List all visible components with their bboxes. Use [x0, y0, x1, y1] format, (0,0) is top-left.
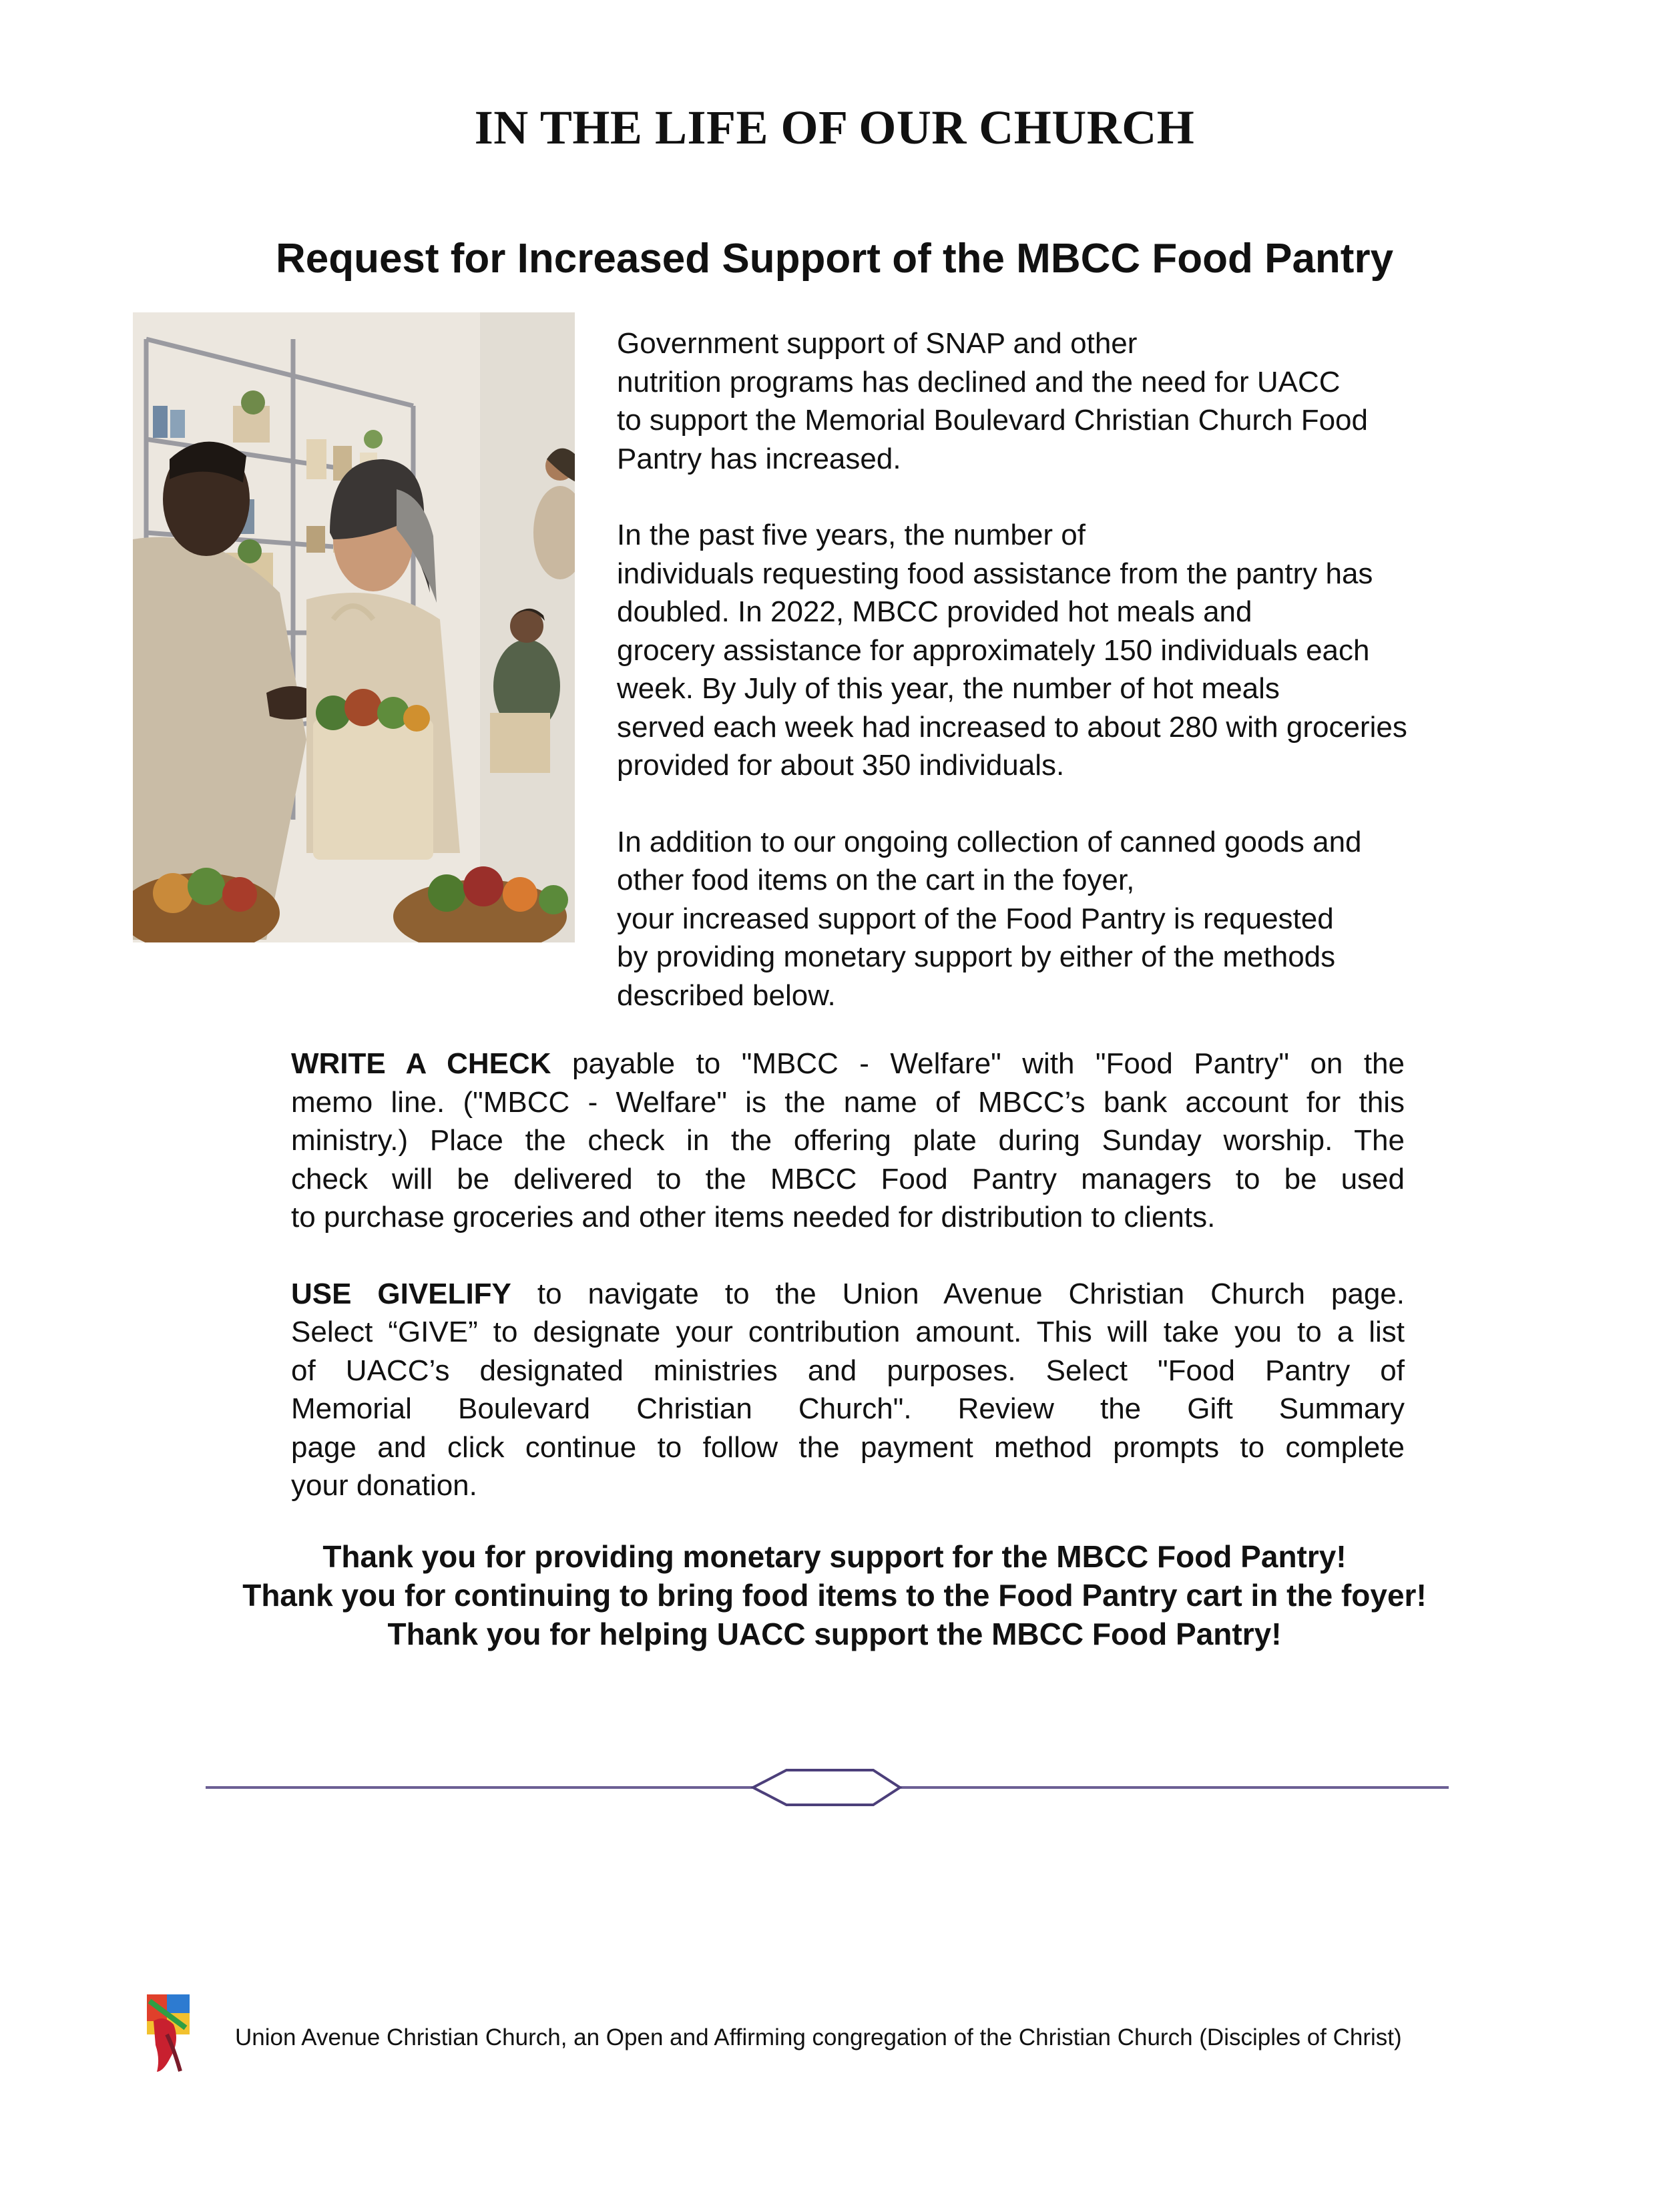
hexagon-divider-icon	[206, 1761, 1449, 1814]
text-line: other food items on the cart in the foyer,	[617, 864, 1135, 896]
thank-you-line: Thank you for helping UACC support the MBCC Food Pantry!	[387, 1617, 1282, 1651]
footer-tagline: Union Avenue Christian Church, an Open and Affirming congregation of the Christian Church (Disciples of Christ)	[235, 2024, 1402, 2050]
text-line: Pantry has increased.	[617, 442, 901, 475]
text-line: individuals requesting food assistance from the pantry has	[617, 557, 1373, 590]
text-line: grocery assistance for approximately 150 individuals each	[617, 633, 1370, 667]
text-line: to purchase groceries and other items needed for distribution to clients.	[291, 1201, 1216, 1233]
text-line	[291, 1045, 1405, 1083]
text-line: In addition to our ongoing collection of canned goods and	[617, 825, 1362, 858]
text-fragment: to navigate to the Union Avenue Christian Church page.	[537, 1277, 1405, 1310]
text-line: your increased support of the Food Pantry is requested	[617, 902, 1334, 935]
text-line: of UACC’s designated ministries and purposes. Select "Food Pantry of	[291, 1354, 1405, 1387]
check-method-paragraph	[291, 1045, 1405, 1237]
food-pantry-illustration	[133, 312, 575, 942]
intro-paragraph-1	[617, 324, 1505, 478]
text-line: by providing monetary support by either of the methods	[617, 940, 1336, 973]
givelify-method-paragraph	[291, 1275, 1405, 1505]
text-line	[291, 1275, 1405, 1314]
text-line: week. By July of this year, the number of hot meals	[617, 672, 1280, 705]
text-line: memo line. ("MBCC - Welfare" is the name of MBCC’s bank account for this	[291, 1085, 1405, 1119]
text-line: Memorial Boulevard Christian Church". Review the Gift Summary	[291, 1392, 1405, 1425]
text-line: In the past five years, the number of	[617, 519, 1086, 551]
text-line: described below.	[617, 979, 836, 1012]
check-method-heading: WRITE A CHECK	[291, 1047, 551, 1080]
intro-paragraph-2	[617, 516, 1505, 785]
article-headline: Request for Increased Support of the MBCC Food Pantry	[275, 236, 1394, 282]
donation-methods	[291, 1045, 1405, 1543]
church-logo-icon	[147, 1994, 190, 2072]
intro-text	[617, 324, 1505, 1053]
givelify-method-heading: USE GIVELIFY	[291, 1277, 511, 1310]
text-line: to support the Memorial Boulevard Christian Church Food	[617, 404, 1368, 437]
text-line: served each week had increased to about 280 with groceries	[617, 710, 1407, 744]
thank-you-line: Thank you for providing monetary support for the MBCC Food Pantry!	[322, 1539, 1347, 1574]
intro-paragraph-3	[617, 823, 1505, 1015]
text-line: ministry.) Place the check in the offering plate during Sunday worship. The	[291, 1124, 1405, 1157]
text-line: check will be delivered to the MBCC Food Pantry managers to be used	[291, 1162, 1405, 1195]
text-line: your donation.	[291, 1469, 477, 1502]
text-line: doubled. In 2022, MBCC provided hot meals and	[617, 595, 1252, 628]
section-masthead: IN THE LIFE OF OUR CHURCH	[474, 101, 1195, 154]
text-line: page and click continue to follow the payment method prompts to complete	[291, 1430, 1405, 1464]
text-line: nutrition programs has declined and the need for UACC	[617, 365, 1341, 398]
text-line: provided for about 350 individuals.	[617, 749, 1065, 782]
text-line: Select “GIVE” to designate your contribution amount. This will take you to a list	[291, 1316, 1405, 1348]
text-fragment: payable to "MBCC - Welfare" with "Food Pantry" on the	[572, 1047, 1405, 1080]
thank-you-line: Thank you for continuing to bring food items to the Food Pantry cart in the foyer!	[242, 1578, 1427, 1613]
text-line: Government support of SNAP and other	[617, 327, 1138, 360]
thank-you-block	[0, 1537, 1669, 1653]
